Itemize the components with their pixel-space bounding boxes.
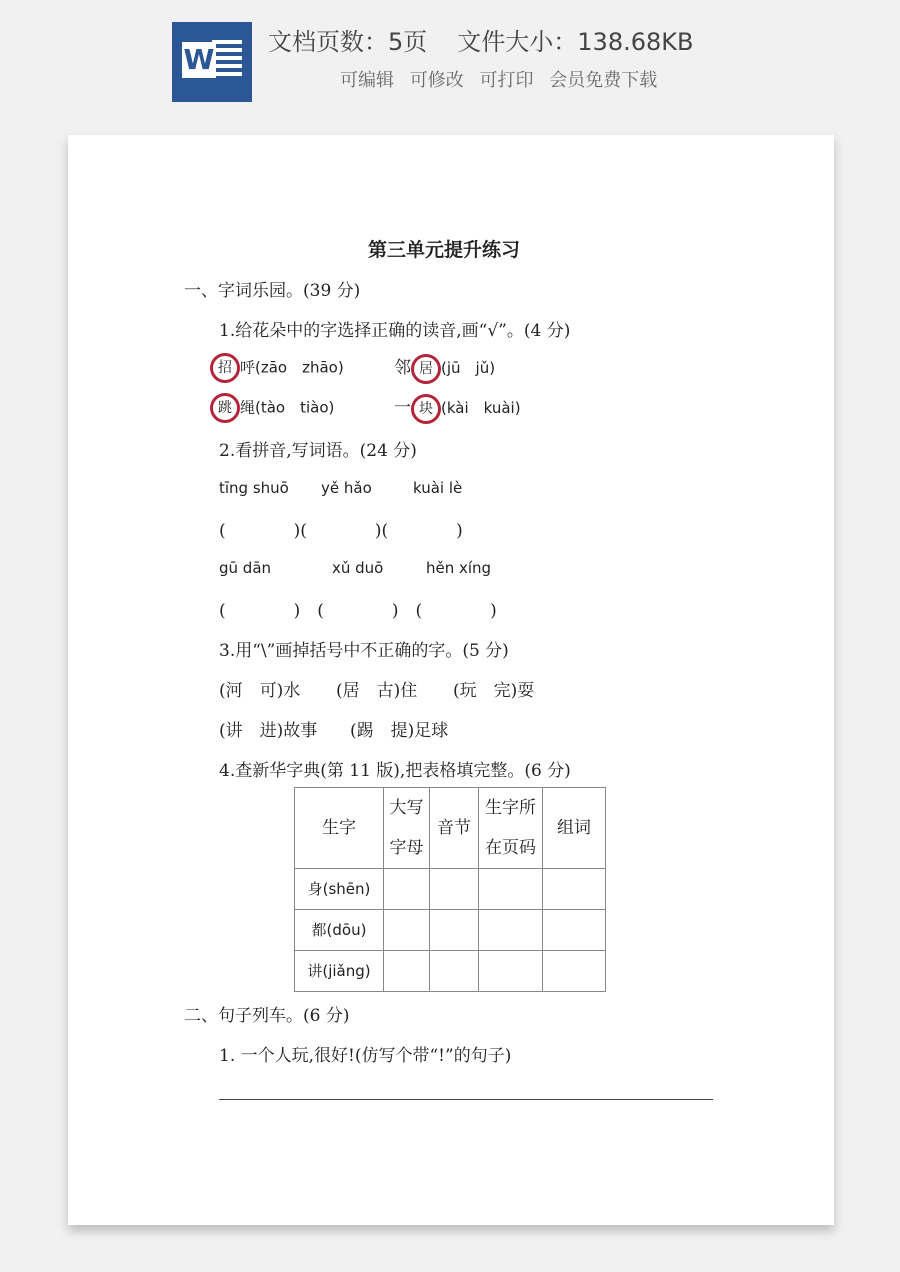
question-4: 4.查新华字典(第 11 版),把表格填完整。(6 分) — [219, 761, 571, 781]
question-1: 1.给花朵中的字选择正确的读音,画“√”。(4 分) — [219, 321, 571, 341]
table-row — [295, 951, 606, 992]
document-page — [68, 135, 834, 1225]
section-1-heading: 一、字词乐园。(39 分) — [184, 281, 361, 301]
pinyin-word: hěn xíng — [426, 559, 492, 577]
table-char-cell: 身(shēn) — [295, 869, 384, 910]
q1-item-pinyin: (jū jǔ) — [441, 359, 496, 377]
answer-line[interactable] — [219, 1099, 713, 1100]
q1-item — [394, 393, 521, 424]
flower-char: 居 — [411, 354, 441, 384]
pinyin-word: gū dān — [219, 559, 272, 577]
feature-printable: 可打印 — [479, 70, 534, 91]
empty-cell[interactable] — [384, 910, 430, 951]
table-header-row — [295, 788, 606, 869]
table-row — [295, 910, 606, 951]
document-meta — [268, 22, 693, 57]
empty-cell[interactable] — [384, 869, 430, 910]
word-document-icon: W — [172, 22, 252, 102]
empty-cell[interactable] — [479, 951, 543, 992]
empty-cell[interactable] — [543, 951, 606, 992]
answer-blanks: ( ) ( ) ( ) — [219, 601, 497, 621]
q1-item — [210, 393, 334, 423]
table-row — [295, 869, 606, 910]
question-2: 2.看拼音,写词语。(24 分) — [219, 441, 417, 461]
choice-word: (河 可)水 — [219, 681, 301, 701]
q1-item-prefix: 邻 — [394, 358, 411, 378]
flower-char: 跳 — [210, 393, 240, 423]
worksheet-title: 第三单元提升练习 — [368, 239, 521, 261]
empty-cell[interactable] — [479, 910, 543, 951]
empty-cell[interactable] — [479, 869, 543, 910]
pinyin-word: kuài lè — [413, 479, 463, 497]
table-char-cell: 都(dōu) — [295, 910, 384, 951]
header-cell: 生字 — [295, 788, 384, 869]
pinyin-word: xǔ duō — [332, 559, 384, 577]
empty-cell[interactable] — [543, 910, 606, 951]
empty-cell[interactable] — [430, 951, 479, 992]
feature-editable: 可编辑 — [340, 70, 394, 91]
question-3: 3.用“\”画掉括号中不正确的字。(5 分) — [219, 641, 509, 661]
dictionary-table — [294, 787, 606, 992]
table-char-cell: 讲(jiǎng) — [295, 951, 384, 992]
feature-free-download: 会员免费下载 — [549, 70, 658, 91]
header-cell: 大写字母 — [384, 788, 430, 869]
empty-cell[interactable] — [543, 869, 606, 910]
empty-cell[interactable] — [430, 869, 479, 910]
q1-item-pinyin: (kài kuài) — [441, 399, 521, 417]
empty-cell[interactable] — [430, 910, 479, 951]
q1-item-pinyin: 呼(zāo zhāo) — [240, 358, 344, 377]
flower-char: 招 — [210, 353, 240, 383]
pinyin-word: yě hǎo — [321, 479, 372, 497]
answer-blanks: ( )( )( ) — [219, 521, 463, 541]
feature-modifiable: 可修改 — [409, 70, 464, 91]
section-2-heading: 二、句子列车。(6 分) — [184, 1006, 350, 1026]
document-info-banner — [0, 0, 900, 120]
choice-word: (讲 进)故事 — [219, 721, 318, 741]
file-size: 文件大小：138.68KB — [457, 28, 694, 56]
pinyin-word: tīng shuō — [219, 479, 289, 497]
q1-item — [394, 353, 495, 384]
header-cell: 组词 — [543, 788, 606, 869]
choice-word: (玩 完)耍 — [453, 681, 535, 701]
section-2-question-1: 1. 一个人玩,很好!(仿写个带“!”的句子) — [219, 1046, 512, 1066]
q1-item-pinyin: 绳(tào tiào) — [240, 398, 335, 417]
page-count: 文档页数：5页 — [268, 28, 428, 56]
choice-word: (踢 提)足球 — [350, 721, 449, 741]
q1-item-prefix: 一 — [394, 398, 411, 418]
header-cell: 音节 — [430, 788, 479, 869]
empty-cell[interactable] — [384, 951, 430, 992]
choice-word: (居 古)住 — [336, 681, 418, 701]
feature-list — [340, 66, 657, 92]
header-cell: 生字所在页码 — [479, 788, 543, 869]
flower-char: 块 — [411, 394, 441, 424]
q1-item — [210, 353, 344, 383]
